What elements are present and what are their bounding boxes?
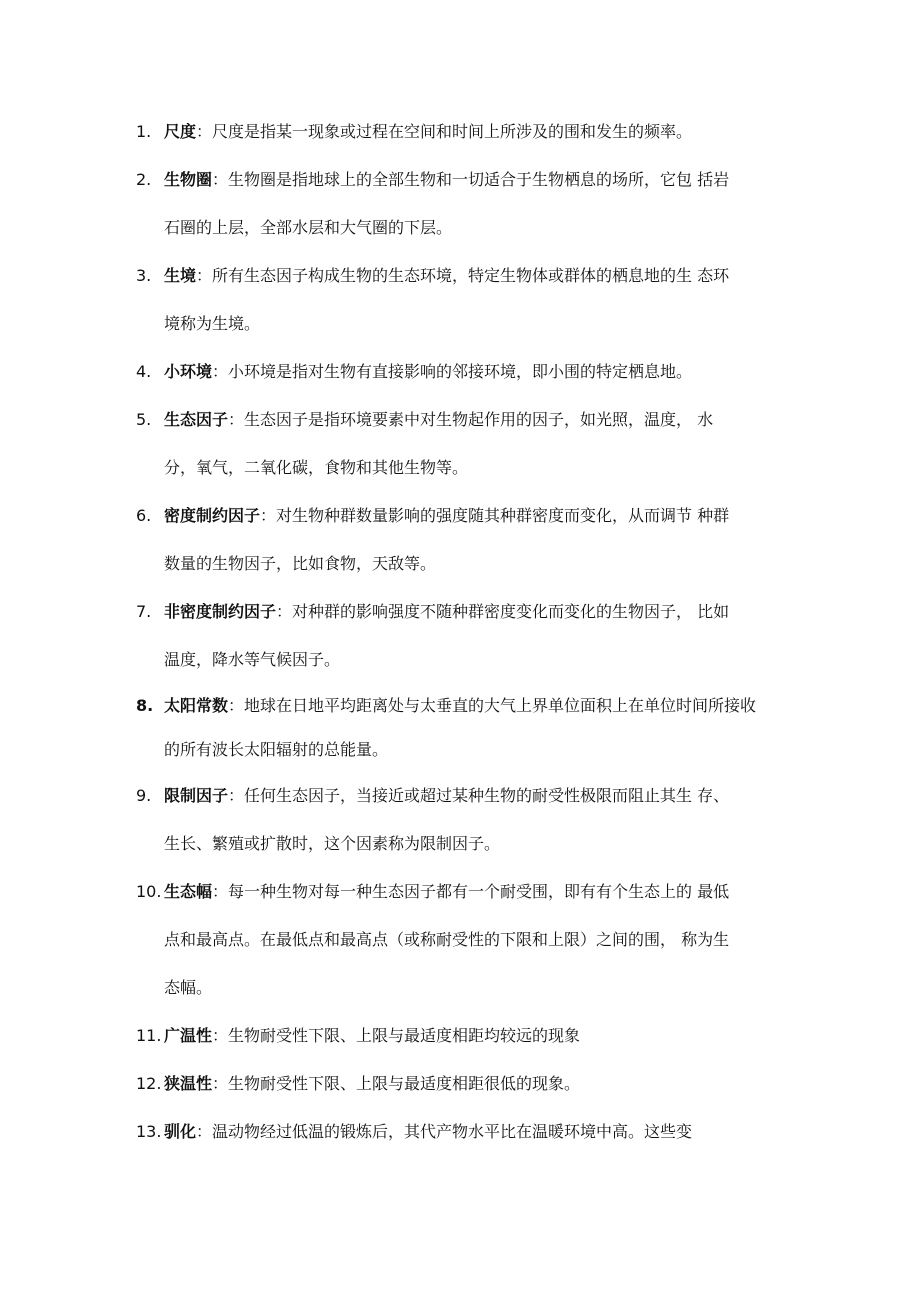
glossary-entry-7 — [136, 588, 796, 684]
entry-term: 生境 — [164, 266, 197, 285]
glossary-entry-2 — [136, 156, 796, 252]
glossary-entry-6 — [136, 492, 796, 588]
entry-number: 8. — [136, 696, 154, 715]
entry-line: 温度，降水等气候因子。 — [164, 650, 341, 669]
entry-number: 10. — [136, 882, 162, 901]
entry-term: 太阳常数 — [164, 696, 229, 715]
entry-line: 狭温性：生物耐受性下限、上限与最适度相距很低的现象。 — [164, 1074, 581, 1093]
entry-number: 7. — [136, 602, 152, 621]
entry-term: 狭温性 — [164, 1074, 213, 1093]
entry-line: 驯化：温动物经过低温的锻炼后，其代产物水平比在温暖环境中高。这些变 — [164, 1122, 693, 1141]
entry-term: 驯化 — [164, 1122, 197, 1141]
entry-text: 生物耐受性下限、上限与最适度相距均较远的现象 — [228, 1026, 581, 1045]
glossary-entry-4 — [136, 348, 796, 396]
entry-line: 尺度：尺度是指某一现象或过程在空间和时间上所涉及的围和发生的频率。 — [164, 122, 693, 141]
entry-line: 限制因子：任何生态因子，当接近或超过某种生物的耐受性极限而阻止其生 存、 — [164, 786, 730, 805]
entry-number: 1. — [136, 122, 152, 141]
entry-number: 12. — [136, 1074, 162, 1093]
entry-line: 生长、繁殖或扩散时，这个因素称为限制因子。 — [164, 834, 501, 853]
entry-line: 密度制约因子：对生物种群数量影响的强度随其种群密度而变化，从而调节 种群 — [164, 506, 730, 525]
entry-number: 11. — [136, 1026, 162, 1045]
entry-term: 小环境 — [164, 362, 213, 381]
entry-number: 4. — [136, 362, 152, 381]
entry-text: 尺度是指某一现象或过程在空间和时间上所涉及的围和发生的频率。 — [212, 122, 693, 141]
glossary-list — [136, 108, 796, 1156]
entry-text: 任何生态因子，当接近或超过某种生物的耐受性极限而阻止其生 存、 — [244, 786, 730, 805]
entry-term: 限制因子 — [164, 786, 229, 805]
entry-term: 尺度 — [164, 122, 197, 141]
entry-text: 对生物种群数量影响的强度随其种群密度而变化，从而调节 种群 — [276, 506, 730, 525]
entry-text: 所有生态因子构成生物的生态环境，特定生物体或群体的栖息地的生 态环 — [212, 266, 730, 285]
entry-text: 生物圈是指地球上的全部生物和一切适合于生物栖息的场所，它包 括岩 — [228, 170, 730, 189]
entry-line: 小环境：小环境是指对生物有直接影响的邻接环境，即小围的特定栖息地。 — [164, 362, 693, 381]
entry-term: 广温性 — [164, 1026, 213, 1045]
glossary-entry-1 — [136, 108, 796, 156]
entry-line: 生境：所有生态因子构成生物的生态环境，特定生物体或群体的栖息地的生 态环 — [164, 266, 730, 285]
entry-term: 生物圈 — [164, 170, 213, 189]
glossary-entry-5 — [136, 396, 796, 492]
entry-number: 2. — [136, 170, 152, 189]
entry-line: 广温性：生物耐受性下限、上限与最适度相距均较远的现象 — [164, 1026, 581, 1045]
glossary-entry-12 — [136, 1060, 796, 1108]
entry-line: 分，氧气，二氧化碳，食物和其他生物等。 — [164, 458, 469, 477]
entry-term: 生态幅 — [164, 882, 213, 901]
entry-text: 生态因子是指环境要素中对生物起作用的因子，如光照，温度， 水 — [244, 410, 714, 429]
glossary-entry-13 — [136, 1108, 796, 1156]
glossary-entry-8 — [136, 684, 796, 772]
entry-line: 点和最高点。在最低点和最高点（或称耐受性的下限和上限）之间的围， 称为生 — [164, 930, 730, 949]
entry-text: 生物耐受性下限、上限与最适度相距很低的现象。 — [228, 1074, 581, 1093]
entry-text: 地球在日地平均距离处与太垂直的大气上界单位面积上在单位时间所接收 — [244, 696, 757, 715]
entry-term: 密度制约因子 — [164, 506, 261, 525]
entry-line: 境称为生境。 — [164, 314, 261, 333]
glossary-entry-3 — [136, 252, 796, 348]
entry-text: 温动物经过低温的锻炼后，其代产物水平比在温暖环境中高。这些变 — [212, 1122, 693, 1141]
entry-number: 5. — [136, 410, 152, 429]
entry-number: 6. — [136, 506, 152, 525]
entry-term: 非密度制约因子 — [164, 602, 277, 621]
entry-line: 太阳常数：地球在日地平均距离处与太垂直的大气上界单位面积上在单位时间所接收 — [164, 696, 757, 715]
entry-line: 态幅。 — [164, 978, 213, 997]
entry-line: 数量的生物因子，比如食物，天敌等。 — [164, 554, 437, 573]
entry-line: 非密度制约因子：对种群的影响强度不随种群密度变化而变化的生物因子， 比如 — [164, 602, 730, 621]
glossary-entry-10 — [136, 868, 796, 1012]
entry-number: 3. — [136, 266, 152, 285]
entry-number: 13. — [136, 1122, 162, 1141]
glossary-entry-9 — [136, 772, 796, 868]
entry-line: 生态因子：生态因子是指环境要素中对生物起作用的因子，如光照，温度， 水 — [164, 410, 714, 429]
entry-number: 9. — [136, 786, 152, 805]
entry-line: 生态幅：每一种生物对每一种生态因子都有一个耐受围，即有有个生态上的 最低 — [164, 882, 730, 901]
entry-text: 每一种生物对每一种生态因子都有一个耐受围，即有有个生态上的 最低 — [228, 882, 730, 901]
entry-text: 对种群的影响强度不随种群密度变化而变化的生物因子， 比如 — [292, 602, 730, 621]
entry-text: 小环境是指对生物有直接影响的邻接环境，即小围的特定栖息地。 — [228, 362, 693, 381]
entry-term: 生态因子 — [164, 410, 229, 429]
entry-line: 生物圈：生物圈是指地球上的全部生物和一切适合于生物栖息的场所，它包 括岩 — [164, 170, 730, 189]
entry-line: 的所有波长太阳辐射的总能量。 — [164, 740, 389, 759]
entry-line: 石圈的上层，全部水层和大气圈的下层。 — [164, 218, 453, 237]
glossary-entry-11 — [136, 1012, 796, 1060]
